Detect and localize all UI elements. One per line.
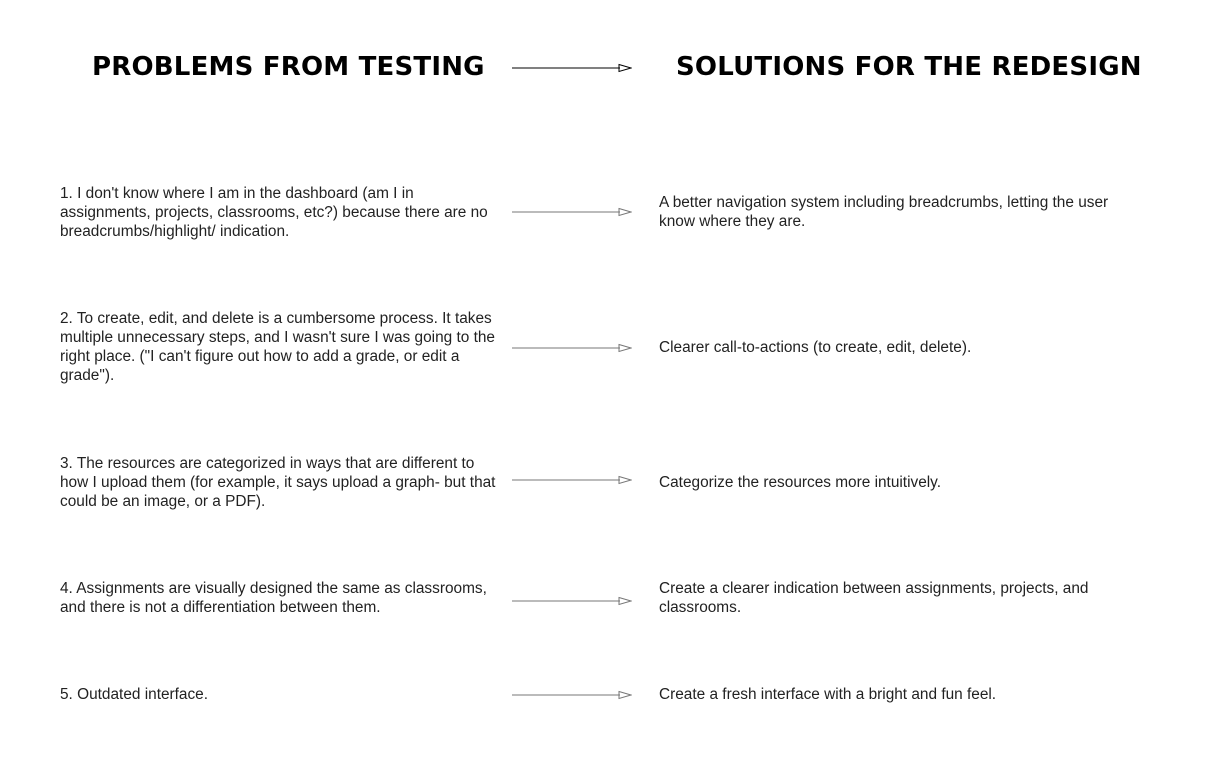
row-3-arrow-icon	[512, 475, 632, 485]
problem-2-text: 2. To create, edit, and delete is a cumbersome process. It takes multiple unnecessary steps, and I wasn't sure I was going to the right place. ("I can't figure out how to add a grade, or edit a grade").	[60, 310, 495, 384]
problem-5-text: 5. Outdated interface.	[60, 686, 209, 703]
solution-5-text: Create a fresh interface with a bright and fun feel.	[659, 686, 997, 703]
solution-3-text: Categorize the resources more intuitively.	[659, 474, 941, 491]
row-5-arrow-icon	[512, 690, 632, 700]
problems-heading: PROBLEMS FROM TESTING	[92, 52, 485, 82]
solution-2-text: Clearer call-to-actions (to create, edit, delete).	[659, 339, 972, 356]
solution-4-text: Create a clearer indication between assignments, projects, and classrooms.	[659, 580, 1089, 616]
row-1-arrow-icon	[512, 207, 632, 217]
row-4-arrow-icon	[512, 596, 632, 606]
header-arrow-icon	[512, 63, 632, 73]
problem-3-text: 3. The resources are categorized in ways that are different to how I upload them (for example, it says upload a graph- but that could be an image, or a PDF).	[60, 455, 496, 510]
solution-1-text: A better navigation system including breadcrumbs, letting the user know where they are.	[659, 194, 1109, 230]
problem-1-text: 1. I don't know where I am in the dashboard (am I in assignments, projects, classrooms, etc?) because there are no breadcrumbs/highlight/ indication.	[60, 185, 488, 240]
solutions-heading: SOLUTIONS FOR THE REDESIGN	[676, 52, 1142, 82]
row-2-arrow-icon	[512, 343, 632, 353]
problem-4-text: 4. Assignments are visually designed the same as classrooms, and there is not a differentiation between them.	[60, 580, 487, 616]
